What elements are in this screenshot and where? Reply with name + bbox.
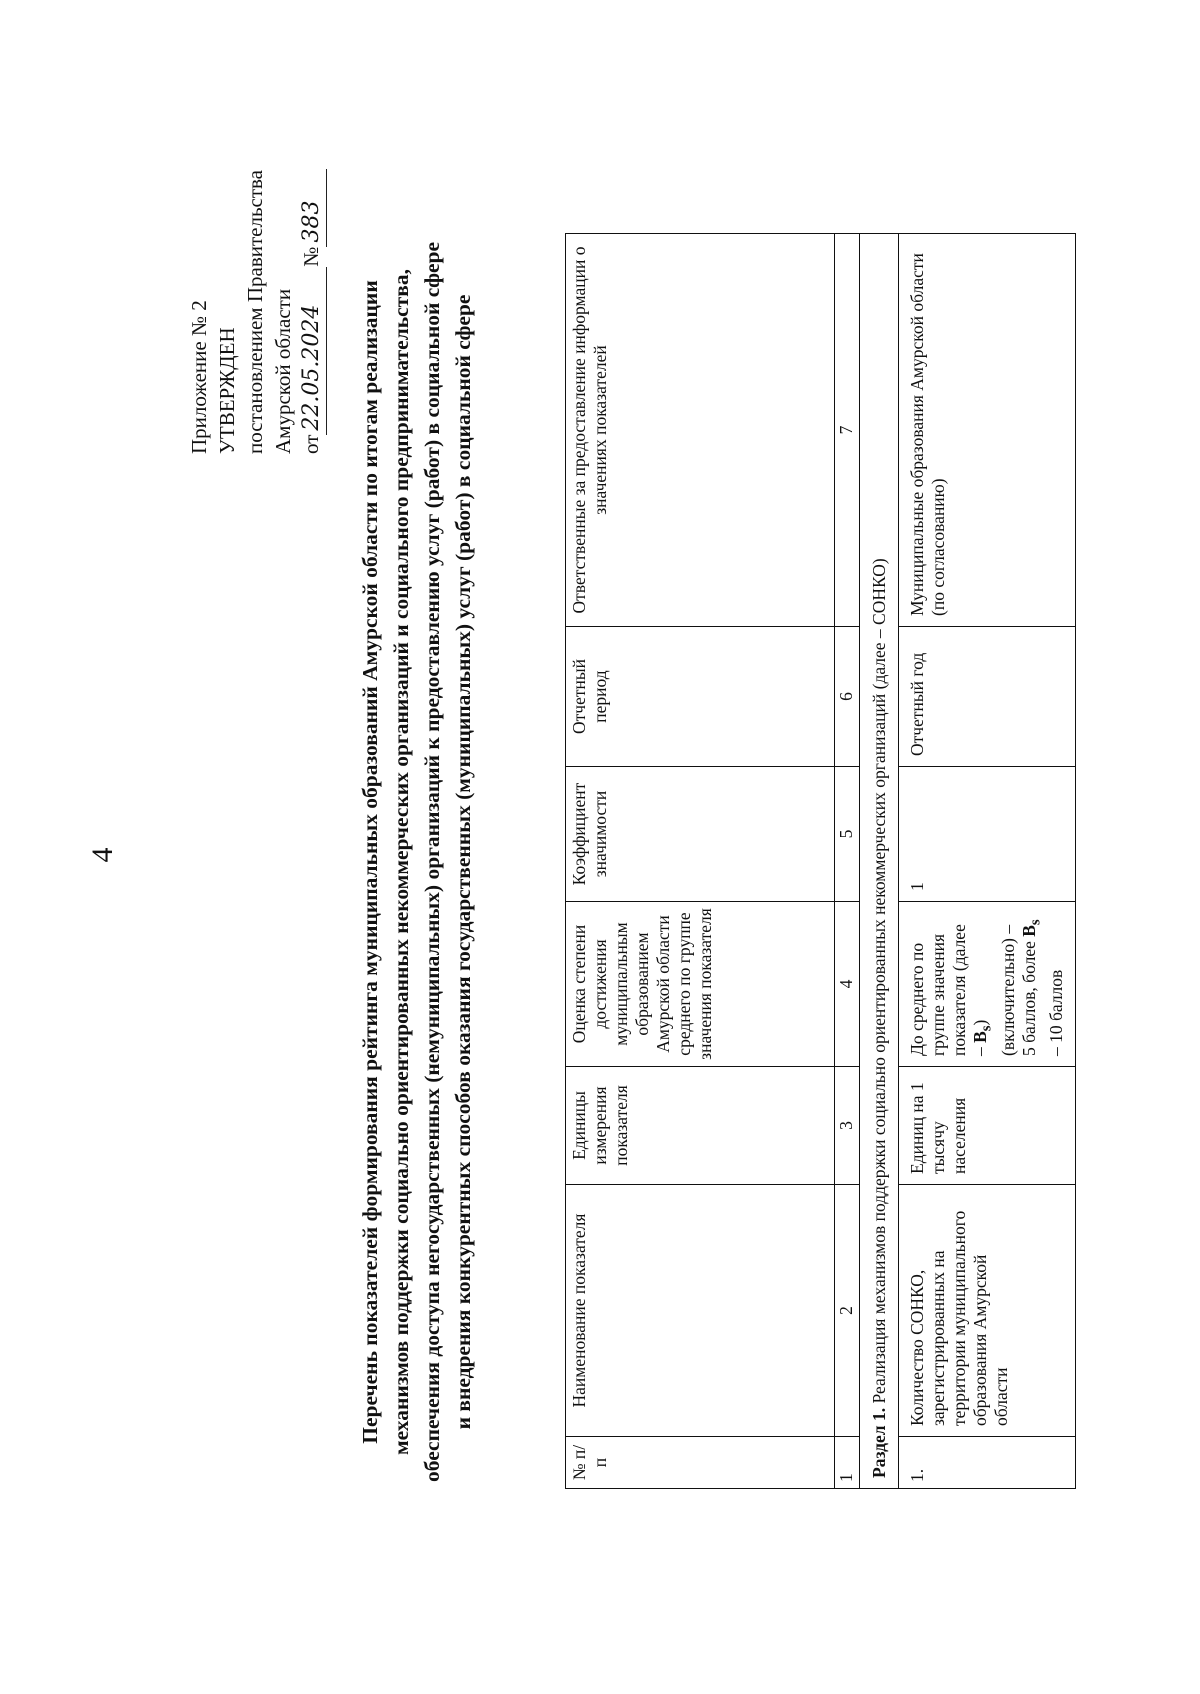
approval-block (185, 169, 327, 454)
approval-date-line (297, 169, 327, 454)
bs-subscript: s (1027, 919, 1043, 926)
table-row (899, 234, 1076, 1489)
table-header-row (566, 234, 835, 1489)
header-coefficient: Коэффициент значимости (566, 767, 835, 902)
header-num: № п/п (566, 1437, 835, 1489)
column-number: 2 (835, 1185, 860, 1437)
header-unit: Единицы измерения показателя (566, 1067, 835, 1185)
column-number: 1 (835, 1437, 860, 1489)
header-name: Наименование показателя (566, 1185, 835, 1437)
header-assessment: Оценка степени достижения муниципальным образованием Амурской области среднего по группе значения показателя (566, 902, 835, 1067)
bs-symbol: B (1018, 925, 1039, 937)
handwritten-number: 383 (298, 169, 327, 247)
approval-resolution: постановлением Правительства (243, 169, 267, 454)
assessment-text-2: ) (включительно) – 5 баллов, более (970, 924, 1039, 1056)
cell-coefficient: 1 (899, 767, 1076, 902)
handwritten-date: 22.05.2024 (298, 267, 327, 435)
cell-name: Количество СОНКО, зарегистрированных на территории муниципального образования Амурской области (899, 1185, 1076, 1437)
document-title: Перечень показателей формирования рейтинга муниципальных образований Амурской области по итогам реализации механизмов поддержки социально ориентированных некоммерческих организаций и социального предпринимательства, обеспечения доступа негосударственных (немуниципальных) организаций к предоставлению услуг (работ) в социальной сфере и внедрения конкурентных способов оказания государственных (муниципальных) услуг (работ) в социальной сфере (358, 242, 475, 1482)
assessment-text-1: До среднего по группе значения показателя (далее – (907, 924, 990, 1056)
cell-assessment (899, 902, 1076, 1067)
column-number: 4 (835, 902, 860, 1067)
bs-symbol: B (970, 1031, 990, 1043)
section-heading (860, 234, 899, 1489)
approval-appendix: Приложение № 2 (187, 300, 211, 454)
cell-num: 1. (899, 1437, 1076, 1489)
approval-region: Амурской области (271, 288, 295, 454)
section-label: Раздел 1. (868, 1407, 889, 1478)
column-number: 6 (835, 627, 860, 767)
cell-unit: Единиц на 1 тысячу населения (899, 1067, 1076, 1185)
column-number: 7 (835, 234, 860, 627)
cell-period: Отчетный год (899, 627, 1076, 767)
approval-approved: УТВЕРЖДЕН (215, 327, 239, 454)
column-number: 5 (835, 767, 860, 902)
number-prefix: № (299, 246, 323, 267)
date-prefix: от (299, 434, 323, 454)
section-row (860, 234, 899, 1489)
page-number: 4 (86, 847, 119, 863)
column-number: 3 (835, 1067, 860, 1185)
header-responsible: Ответственные за предоставление информации о значениях показателей (566, 234, 835, 627)
section-text: Реализация механизмов поддержки социально ориентированных некоммерческих организаций (далее – СОНКО) (868, 558, 889, 1408)
column-number-row (835, 234, 860, 1489)
header-period: Отчетный период (566, 627, 835, 767)
bs-subscript: s (978, 1025, 995, 1032)
cell-responsible: Муниципальные образования Амурской области (по согласованию) (899, 234, 1076, 627)
assessment-text-3: – 10 баллов (1046, 969, 1066, 1056)
indicators-table (565, 233, 1076, 1489)
